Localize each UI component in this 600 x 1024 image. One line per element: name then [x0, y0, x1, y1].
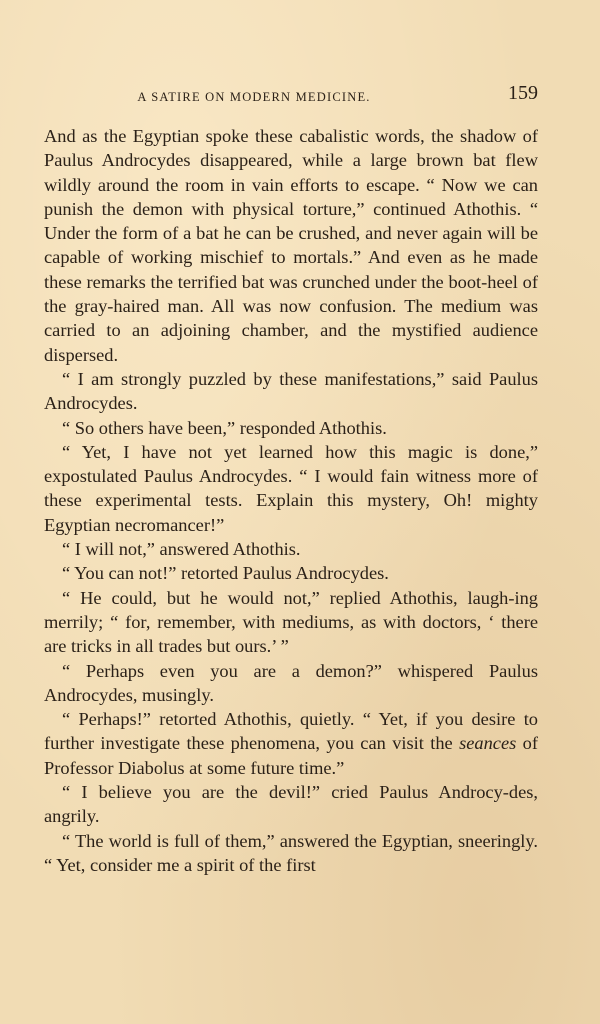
paragraph: “ He could, but he would not,” replied Athothis, laugh-ing merrily; “ for, remember, with mediums, as with doctors, ‘ there are tricks in all trades but ours.’ ”	[44, 587, 538, 657]
paragraph	[44, 707, 538, 780]
body-text	[44, 124, 538, 877]
paragraph: “ I will not,” answered Athothis.	[62, 539, 301, 560]
running-title: A SATIRE ON MODERN MEDICINE.	[137, 90, 371, 104]
paragraph: “ I believe you are the devil!” cried Paulus Androcy-des, angrily.	[44, 782, 538, 827]
paragraph: “ The world is full of them,” answered the Egyptian, sneeringly. “ Yet, consider me a spirit of the first	[44, 830, 538, 875]
italic-word-seances: seances	[459, 733, 517, 754]
page-header	[44, 82, 538, 110]
paragraph: And as the Egyptian spoke these cabalistic words, the shadow of Paulus Androcydes disappeared, while a large brown bat flew wildly around the room in vain efforts to escape. “ Now we can punish the demon with physical torture,” continued Athothis. “ Under the form of a bat he can be crushed, and never again will be capable of working mischief to mortals.” And even as he made these remarks the terrified bat was crunched under the boot-heel of the gray-haired man. All was now confusion. The medium was carried to an adjoining chamber, and the mystified audience dispersed.	[44, 126, 538, 365]
page-number: 159	[508, 82, 538, 104]
paragraph: “ You can not!” retorted Paulus Androcydes.	[62, 563, 389, 584]
paragraph: “ Perhaps even you are a demon?” whispered Paulus Androcydes, musingly.	[44, 660, 538, 705]
paragraph-text: “ Perhaps!” retorted Athothis, quietly. “ Yet, if you desire to further investigate these phenomena, you can visit the	[44, 709, 538, 754]
paragraph: “ I am strongly puzzled by these manifestations,” said Paulus Androcydes.	[44, 368, 538, 414]
paragraph-text: of Professor Diabolus at some future time.”	[44, 733, 538, 778]
paragraph: “ Yet, I have not yet learned how this magic is done,” expostulated Paulus Androcydes. “ I would fain witness more of these experimental tests. Explain this mystery, Oh! mighty Egyptian necromancer!”	[44, 441, 538, 535]
paragraph: “ So others have been,” responded Athothis.	[62, 417, 387, 438]
